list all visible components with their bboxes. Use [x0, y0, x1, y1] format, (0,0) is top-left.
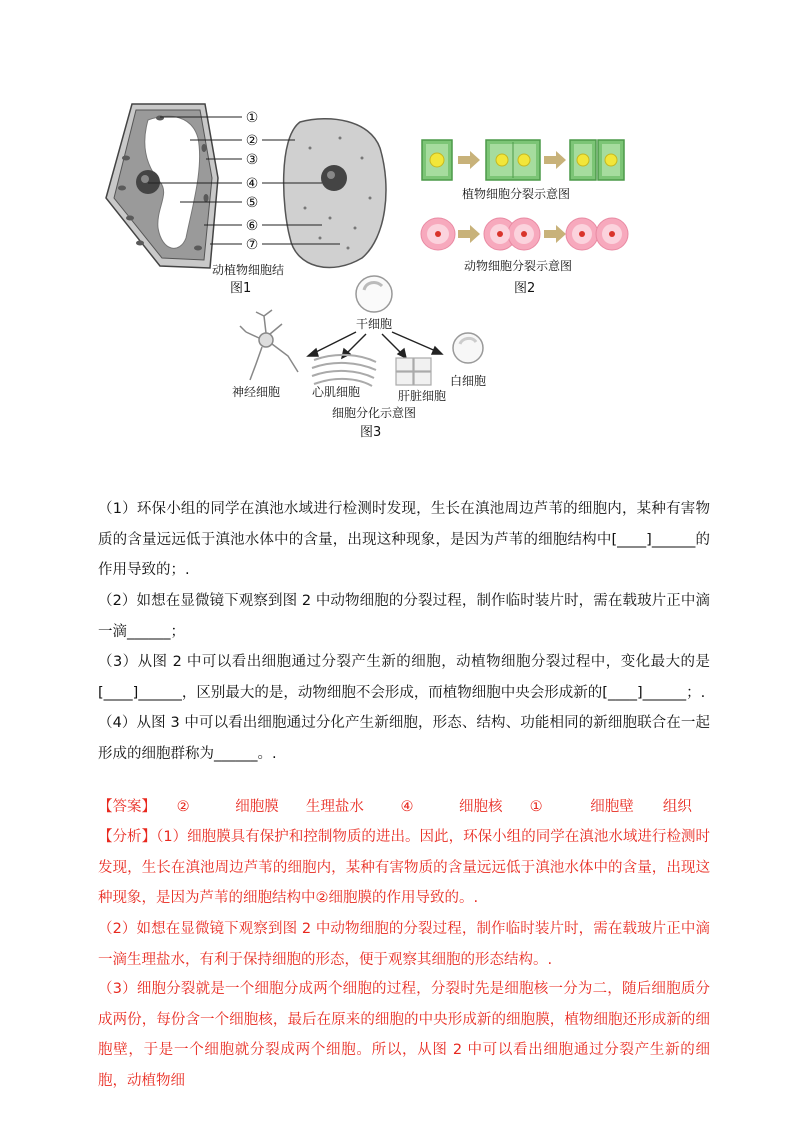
animal-cell-division	[421, 218, 628, 250]
figure-3-number: 图3	[360, 425, 382, 440]
figure-3	[226, 272, 516, 447]
plant-division-caption: 植物细胞分裂示意图	[462, 187, 571, 201]
figure-1-number: 图1	[230, 281, 252, 296]
answer-item-4: ④	[400, 799, 414, 815]
liver-cell	[396, 358, 431, 385]
animal-cell	[284, 119, 386, 268]
answer-item-1: ②	[176, 799, 190, 815]
nerve-cell-label: 神经细胞	[232, 385, 281, 399]
label-6: ⑥	[245, 218, 259, 234]
animal-nucleus	[321, 165, 347, 191]
label-7: ⑦	[245, 237, 259, 253]
white-blood-cell-label: 白细胞	[450, 374, 487, 388]
label-2: ②	[245, 133, 259, 149]
figure-1-caption: 动植物细胞结	[212, 263, 285, 277]
arrow-icon	[458, 225, 480, 243]
plant-cell-division	[422, 140, 624, 180]
animal-division-caption: 动物细胞分裂示意图	[464, 259, 573, 273]
question-1: （1）环保小组的同学在滇池水域进行检测时发现，生长在滇池周边芦苇的细胞内，某种有害物质的含量远远低于滇池水体中的含量，出现这种现象，是因为芦苇的细胞结构中[____]______的作用导致的；.	[98, 501, 710, 578]
arrow-icon	[544, 151, 566, 169]
figure-3-caption: 细胞分化示意图	[332, 406, 417, 420]
label-5: ⑤	[245, 195, 259, 211]
answer-item-6: ①	[529, 799, 543, 815]
answer-item-7: 细胞壁	[590, 799, 634, 815]
answer-row	[98, 795, 718, 816]
answer-item-2: 细胞膜	[235, 799, 279, 815]
answer-item-8: 组织	[662, 799, 692, 815]
arrow-icon	[458, 151, 480, 169]
answer-item-5: 细胞核	[459, 799, 503, 815]
label-3: ③	[245, 152, 259, 168]
nerve-cell	[240, 310, 298, 380]
arrow-icon	[544, 225, 566, 243]
heart-muscle-cell-label: 心肌细胞	[312, 385, 361, 399]
figure-2-number: 图2	[514, 281, 536, 296]
question-4: （4）从图 3 中可以看出细胞通过分化产生新细胞，形态、结构、功能相同的新细胞联合在一起形成的细胞群称为______。.	[98, 715, 710, 762]
analysis-3: （3）细胞分裂就是一个细胞分成两个细胞的过程，分裂时先是细胞核一分为二，随后细胞质分成两份，每份含一个细胞核，最后在原来的细胞的中央形成新的细胞膜，植物细胞还形成新的细胞壁，于是一个细胞就分裂成两个细胞。所以，从图 2 中可以看出细胞通过分裂产生新的细胞，动植物细	[98, 981, 710, 1089]
plant-nucleus	[136, 170, 160, 194]
label-4: ④	[245, 176, 259, 192]
liver-cell-label: 肝脏细胞	[398, 389, 447, 403]
label-1: ①	[245, 110, 259, 126]
answer-item-3: 生理盐水	[305, 799, 364, 815]
figure-1	[100, 98, 410, 298]
question-2: （2）如想在显微镜下观察到图 2 中动物细胞的分裂过程，制作临时装片时，需在载玻片正中滴一滴______；	[98, 593, 710, 640]
analysis-2: （2）如想在显微镜下观察到图 2 中动物细胞的分裂过程，制作临时装片时，需在载玻片正中滴一滴生理盐水，有利于保持细胞的形态，便于观察其细胞的形态结构。.	[98, 921, 710, 968]
stem-cell-label: 干细胞	[356, 317, 393, 331]
analysis-1: 【分析】（1）细胞膜具有保护和控制物质的进出。因此，环保小组的同学在滇池水域进行检测时发现，生长在滇池周边芦苇的细胞内，某种有害物质的含量远远低于滇池水体中的含量，出现这种现象，是因为芦苇的细胞结构中②细胞膜的作用导致的。.	[98, 829, 710, 906]
answer-label: 【答案】	[98, 799, 156, 815]
heart-muscle-cell	[312, 355, 376, 386]
question-3: （3）从图 2 中可以看出细胞通过分裂产生新的细胞，动植物细胞分裂过程中，变化最大的是[____]______，区别最大的是，动物细胞不会形成，而植物细胞中央会形成新的[____]______；.	[98, 654, 710, 701]
